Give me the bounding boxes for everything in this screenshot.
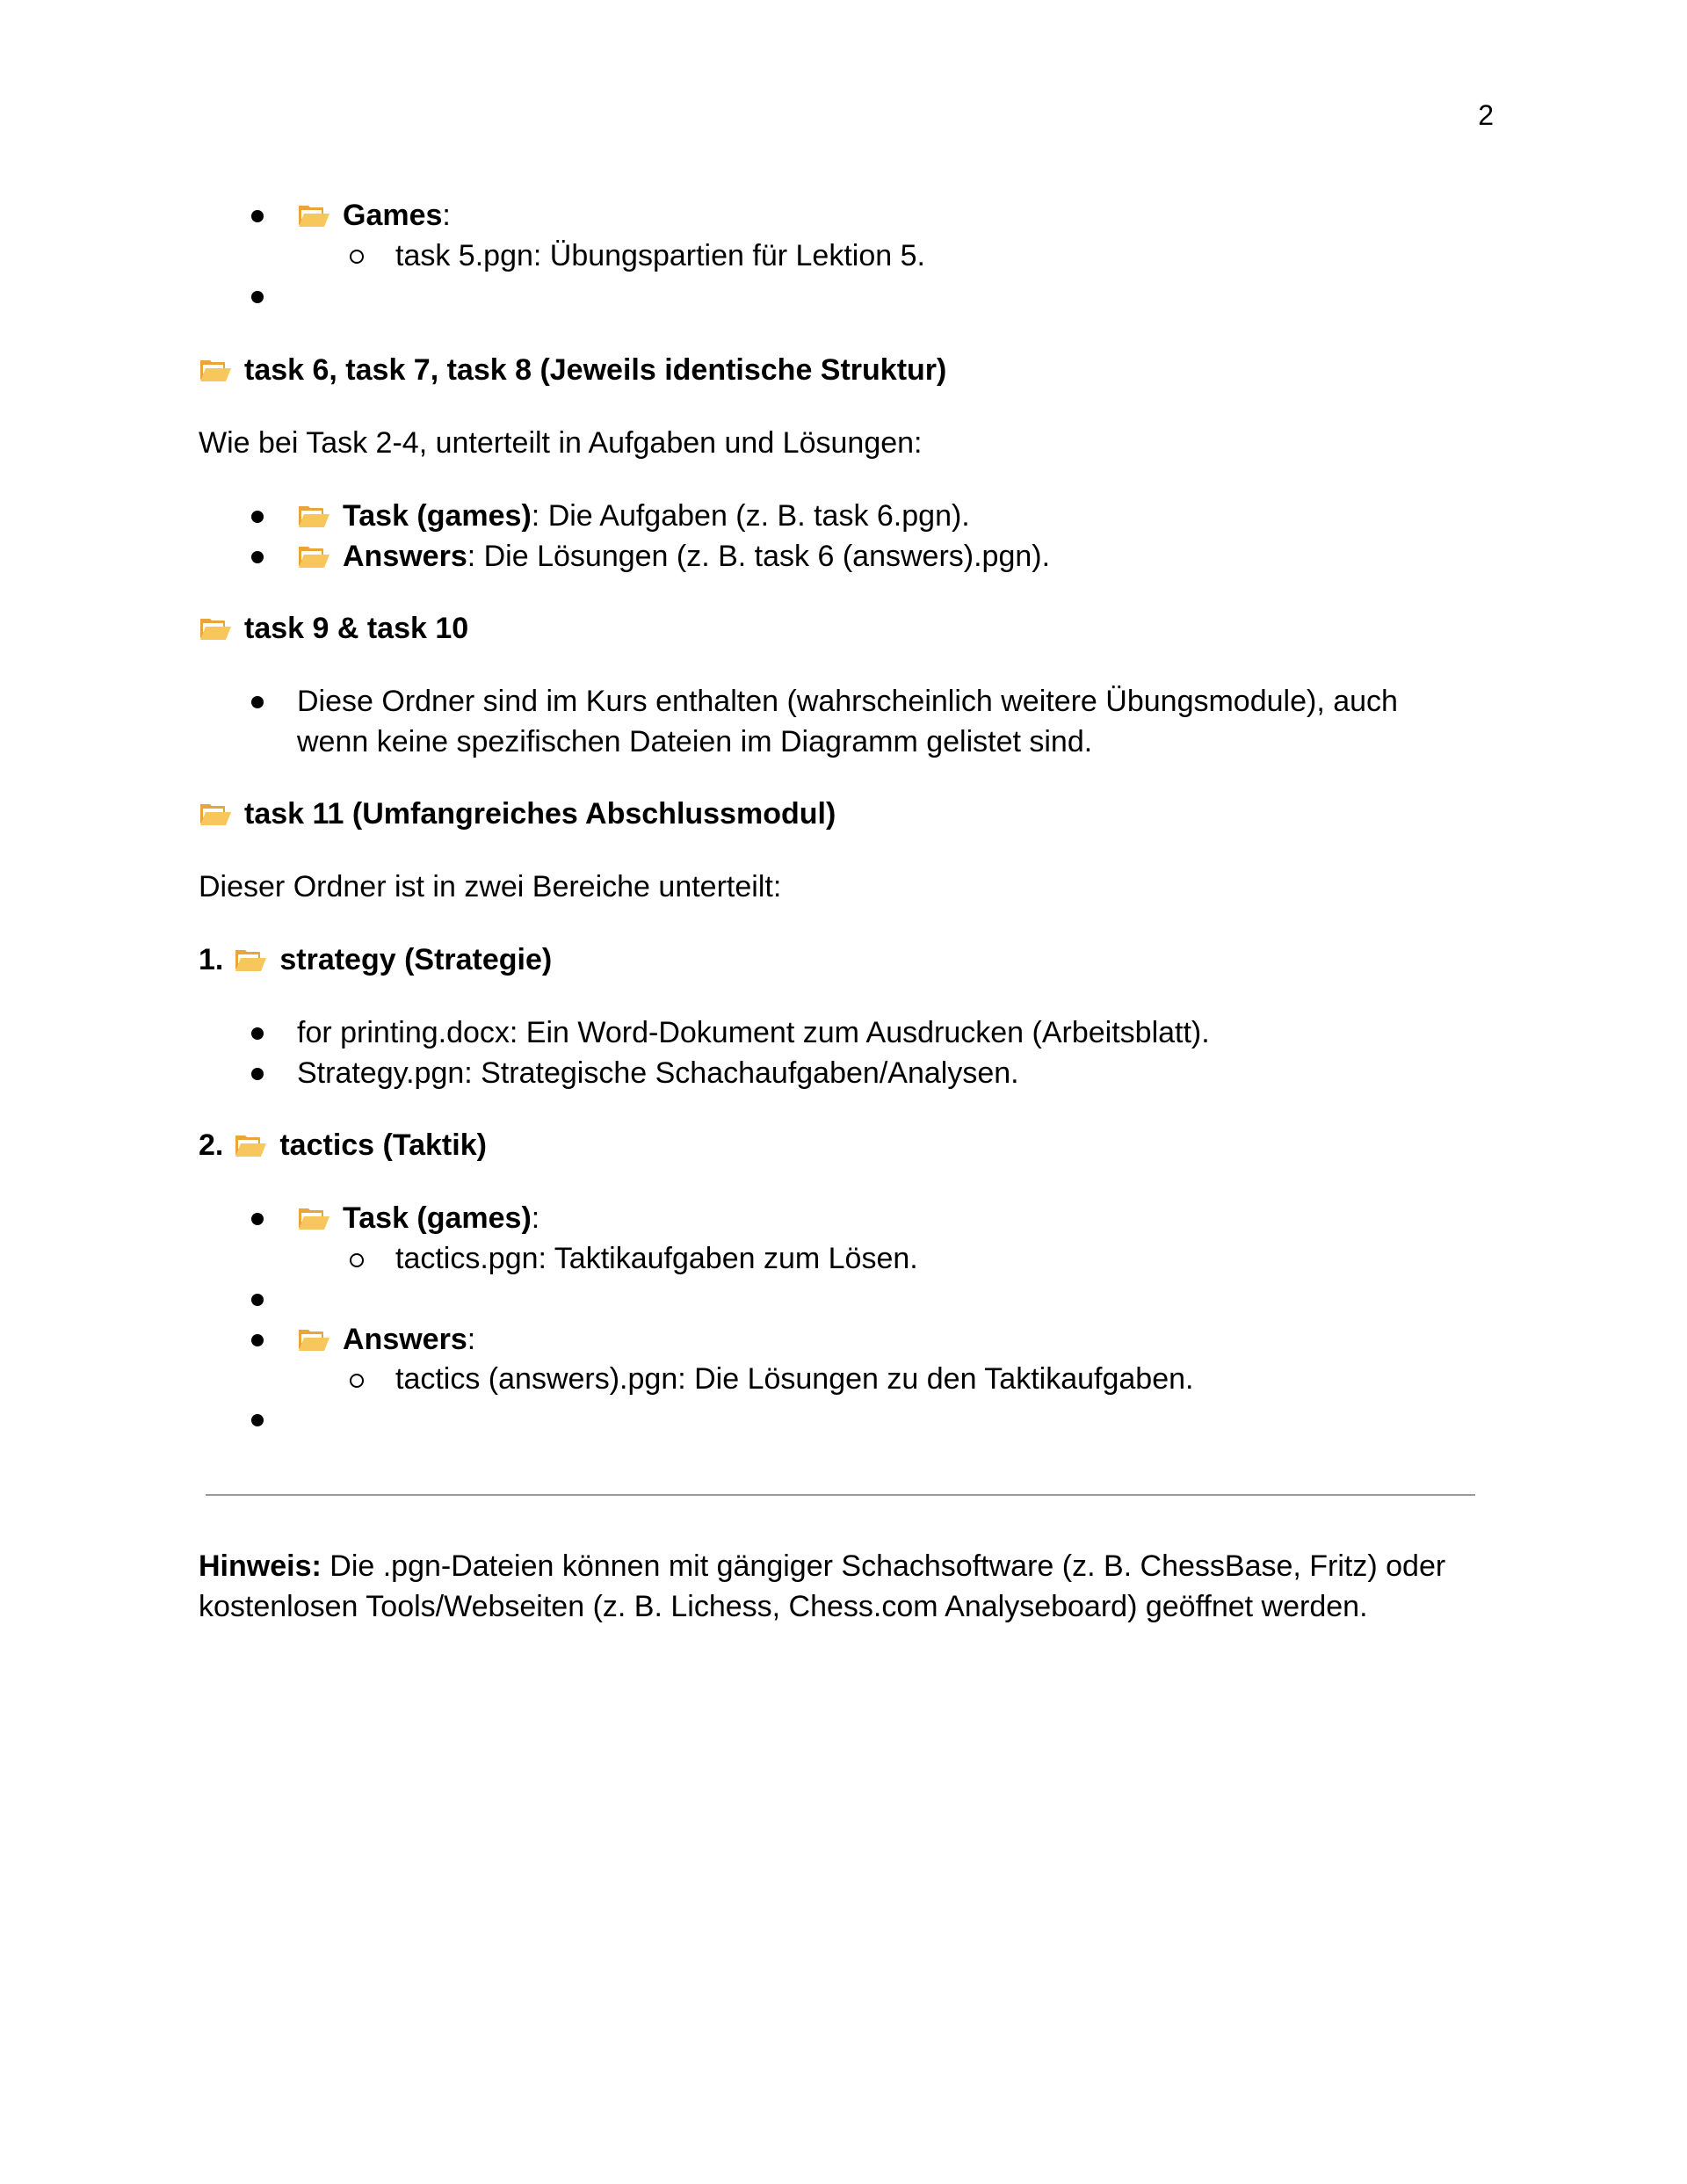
sub-bullet [350,250,364,264]
note-line2: kostenlosen Tools/Webseiten (z. B. Lichess, Chess.com Analyseboard) geöffnet werden. [199,1590,1368,1623]
strategy-item: for printing.docx: Ein Word-Dokument zum Ausdrucken (Arbeitsblatt). [297,1016,1210,1049]
heading-text: task 6, task 7, task 8 (Jeweils identische Struktur) [244,353,947,387]
folder-icon [234,1132,267,1158]
section-heading-task910 [199,608,468,649]
bullet [251,1213,264,1225]
heading-text: strategy (Strategie) [279,943,553,976]
item-suffix: : [531,1201,540,1235]
sub-bullet [350,1253,364,1267]
task910-line2: wenn keine spezifischen Dateien im Diagramm gelistet sind. [297,725,1093,758]
item-label: Task (games) [343,1201,532,1235]
sub-bullet [350,1374,364,1388]
folder-icon [297,1205,330,1231]
item-text: : Die Lösungen (z. B. task 6 (answers).pgn). [467,540,1051,573]
bullet [251,511,264,523]
item-text: : Die Aufgaben (z. B. task 6.pgn). [531,499,970,533]
bullet [251,1068,264,1080]
heading-text: task 9 & task 10 [244,612,469,645]
folder-icon [199,615,232,642]
task11-intro: Dieser Ordner ist in zwei Bereiche unterteilt: [199,870,782,903]
list-item-task-games [297,496,970,536]
empty-bullet [251,1294,264,1306]
list-item-tactics-task [297,1198,539,1238]
games-suffix: : [442,199,451,232]
item-suffix: : [467,1323,476,1356]
item-label: Answers [343,540,467,573]
heading-text: task 11 (Umfangreiches Abschlussmodul) [244,797,836,831]
bullet [251,1027,264,1040]
task678-intro: Wie bei Task 2-4, unterteilt in Aufgaben und Lösungen: [199,426,923,460]
tactics-task-sub: tactics.pgn: Taktikaufgaben zum Lösen. [395,1242,918,1275]
note-line1 [199,1546,1445,1586]
page-number: 2 [1478,99,1494,131]
section-heading-task11 [199,794,836,834]
folder-icon [297,543,330,570]
strategy-item: Strategy.pgn: Strategische Schachaufgaben/Analysen. [297,1056,1019,1090]
section-heading-task678 [199,350,946,390]
folder-icon [297,503,330,529]
item-label: Task (games) [343,499,532,533]
bullet [251,1334,264,1346]
folder-icon [234,947,267,973]
horizontal-rule [206,1494,1475,1496]
games-label: Games [343,199,443,232]
task910-line1: Diese Ordner sind im Kurs enthalten (wahrscheinlich weitere Übungsmodule), auch [297,685,1398,718]
list-item-answers [297,536,1050,577]
list-number: 1. [199,943,224,976]
list-item-tactics-answers [297,1319,475,1360]
folder-icon [297,202,330,229]
bullet [251,551,264,563]
list-item-games [297,195,451,236]
bullet [251,210,264,222]
strategy-heading [199,940,552,980]
games-sub-item: task 5.pgn: Übungspartien für Lektion 5. [395,239,925,272]
folder-icon [297,1326,330,1353]
note-text: Die .pgn-Dateien können mit gängiger Schachsoftware (z. B. ChessBase, Fritz) oder [321,1549,1446,1583]
tactics-heading [199,1125,487,1165]
item-label: Answers [343,1323,467,1356]
empty-bullet [251,1414,264,1426]
heading-text: tactics (Taktik) [279,1128,487,1162]
folder-icon [199,801,232,827]
empty-bullet [251,291,264,303]
bullet [251,696,264,708]
list-number: 2. [199,1128,224,1162]
note-label: Hinweis: [199,1549,322,1583]
folder-icon [199,357,232,383]
tactics-answers-sub: tactics (answers).pgn: Die Lösungen zu den Taktikaufgaben. [395,1362,1194,1396]
